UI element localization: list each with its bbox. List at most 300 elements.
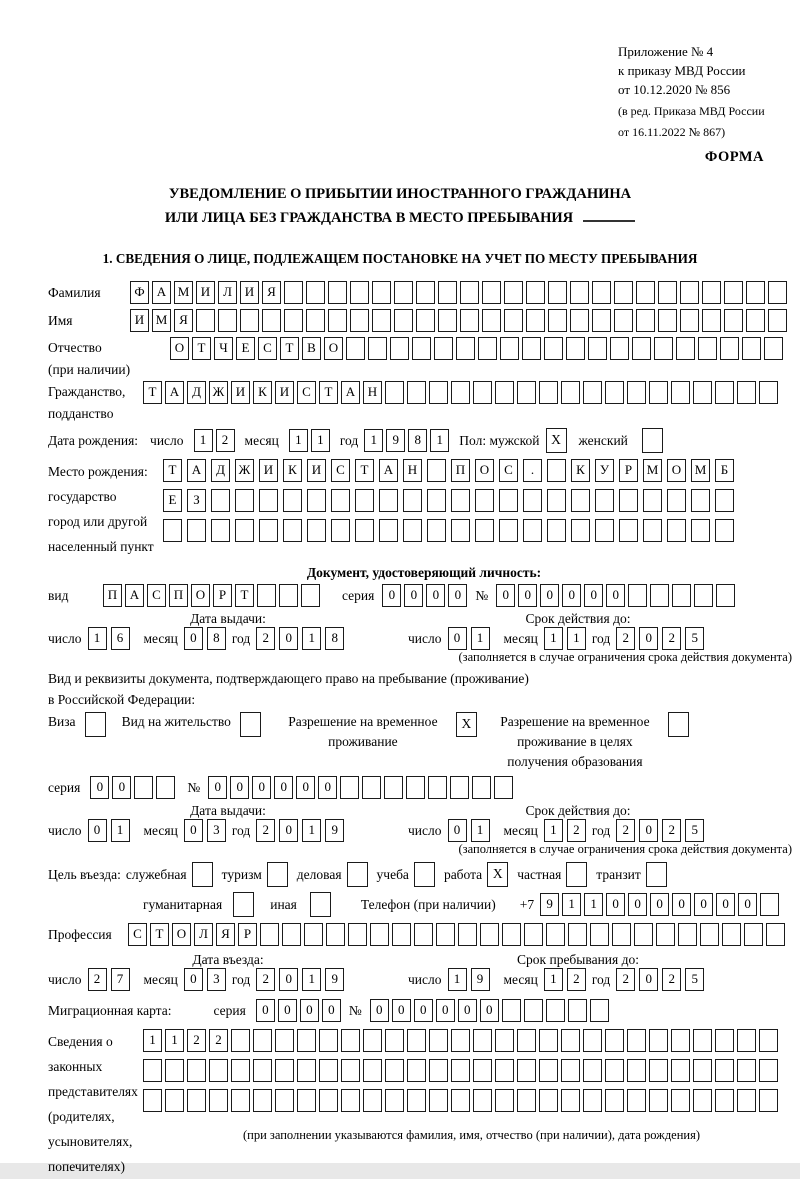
issue-year-cells[interactable] <box>256 627 344 650</box>
char-cell[interactable] <box>566 337 585 360</box>
char-cell[interactable] <box>434 337 453 360</box>
char-cell[interactable] <box>671 1089 690 1112</box>
char-cell[interactable]: 1 <box>302 968 321 991</box>
char-cell[interactable] <box>407 1089 426 1112</box>
char-cell[interactable] <box>546 999 565 1022</box>
char-cell[interactable] <box>737 1029 756 1052</box>
char-cell[interactable]: 1 <box>302 819 321 842</box>
char-cell[interactable]: С <box>128 923 147 946</box>
char-cell[interactable]: 2 <box>567 819 586 842</box>
char-cell[interactable] <box>340 776 359 799</box>
birth-place-cells-row1[interactable] <box>163 459 734 482</box>
char-cell[interactable]: 1 <box>302 627 321 650</box>
char-cell[interactable] <box>456 337 475 360</box>
char-cell[interactable] <box>253 1059 272 1082</box>
char-cell[interactable] <box>460 309 479 332</box>
char-cell[interactable] <box>390 337 409 360</box>
char-cell[interactable]: 0 <box>448 819 467 842</box>
char-cell[interactable]: 0 <box>300 999 319 1022</box>
char-cell[interactable] <box>416 309 435 332</box>
char-cell[interactable]: К <box>571 459 590 482</box>
char-cell[interactable] <box>494 776 513 799</box>
char-cell[interactable]: С <box>331 459 350 482</box>
temporary-residence-checkbox[interactable]: X <box>456 712 477 737</box>
char-cell[interactable] <box>649 1059 668 1082</box>
char-cell[interactable]: 0 <box>112 776 131 799</box>
char-cell[interactable]: 0 <box>584 584 603 607</box>
char-cell[interactable] <box>385 381 404 404</box>
char-cell[interactable] <box>341 1029 360 1052</box>
char-cell[interactable]: 8 <box>325 627 344 650</box>
char-cell[interactable]: О <box>172 923 191 946</box>
char-cell[interactable]: 2 <box>256 819 275 842</box>
char-cell[interactable] <box>539 1029 558 1052</box>
char-cell[interactable] <box>403 519 422 542</box>
char-cell[interactable] <box>583 1059 602 1082</box>
valid-month-cells[interactable] <box>544 627 586 650</box>
char-cell[interactable] <box>612 923 631 946</box>
char-cell[interactable] <box>482 309 501 332</box>
char-cell[interactable]: Б <box>715 459 734 482</box>
residence-issue-year-cells[interactable] <box>256 819 344 842</box>
char-cell[interactable] <box>715 519 734 542</box>
char-cell[interactable] <box>218 309 237 332</box>
char-cell[interactable] <box>319 1029 338 1052</box>
char-cell[interactable]: 1 <box>289 429 308 452</box>
char-cell[interactable] <box>495 1089 514 1112</box>
char-cell[interactable]: М <box>691 459 710 482</box>
char-cell[interactable] <box>571 489 590 512</box>
char-cell[interactable]: А <box>187 459 206 482</box>
char-cell[interactable] <box>595 519 614 542</box>
char-cell[interactable]: 0 <box>370 999 389 1022</box>
char-cell[interactable] <box>539 1059 558 1082</box>
char-cell[interactable] <box>495 381 514 404</box>
char-cell[interactable] <box>693 1089 712 1112</box>
char-cell[interactable]: Я <box>174 309 193 332</box>
char-cell[interactable] <box>414 923 433 946</box>
char-cell[interactable] <box>672 584 691 607</box>
char-cell[interactable] <box>517 381 536 404</box>
char-cell[interactable] <box>231 1059 250 1082</box>
char-cell[interactable]: 2 <box>662 819 681 842</box>
char-cell[interactable]: 2 <box>216 429 235 452</box>
char-cell[interactable] <box>656 923 675 946</box>
char-cell[interactable]: 0 <box>606 584 625 607</box>
char-cell[interactable] <box>592 309 611 332</box>
representatives-cells-row1[interactable] <box>143 1029 778 1052</box>
char-cell[interactable] <box>438 281 457 304</box>
char-cell[interactable]: 0 <box>672 893 691 916</box>
char-cell[interactable] <box>451 1029 470 1052</box>
char-cell[interactable] <box>680 309 699 332</box>
char-cell[interactable] <box>363 1059 382 1082</box>
char-cell[interactable] <box>583 1029 602 1052</box>
char-cell[interactable] <box>473 1029 492 1052</box>
char-cell[interactable] <box>163 519 182 542</box>
char-cell[interactable] <box>429 1059 448 1082</box>
char-cell[interactable]: 0 <box>382 584 401 607</box>
char-cell[interactable] <box>605 1059 624 1082</box>
char-cell[interactable] <box>548 309 567 332</box>
char-cell[interactable]: Н <box>363 381 382 404</box>
char-cell[interactable] <box>209 1089 228 1112</box>
char-cell[interactable]: С <box>297 381 316 404</box>
char-cell[interactable]: 0 <box>184 627 203 650</box>
migration-number-cells[interactable] <box>370 999 609 1022</box>
char-cell[interactable] <box>517 1089 536 1112</box>
char-cell[interactable] <box>355 489 374 512</box>
purpose-tourism-checkbox[interactable] <box>267 862 288 887</box>
char-cell[interactable] <box>473 1059 492 1082</box>
char-cell[interactable]: 9 <box>471 968 490 991</box>
birth-month-cells[interactable] <box>289 429 330 452</box>
char-cell[interactable] <box>451 1089 470 1112</box>
char-cell[interactable] <box>306 281 325 304</box>
char-cell[interactable] <box>526 309 545 332</box>
char-cell[interactable] <box>259 519 278 542</box>
char-cell[interactable] <box>742 337 761 360</box>
char-cell[interactable] <box>196 309 215 332</box>
char-cell[interactable] <box>480 923 499 946</box>
char-cell[interactable] <box>720 337 739 360</box>
char-cell[interactable]: Т <box>319 381 338 404</box>
char-cell[interactable] <box>737 1059 756 1082</box>
char-cell[interactable] <box>304 923 323 946</box>
char-cell[interactable] <box>627 1029 646 1052</box>
char-cell[interactable] <box>759 1059 778 1082</box>
char-cell[interactable] <box>605 1029 624 1052</box>
char-cell[interactable] <box>231 1029 250 1052</box>
char-cell[interactable] <box>605 381 624 404</box>
char-cell[interactable]: 1 <box>471 627 490 650</box>
char-cell[interactable] <box>658 281 677 304</box>
char-cell[interactable] <box>592 281 611 304</box>
char-cell[interactable] <box>416 281 435 304</box>
stay-year-cells[interactable] <box>616 968 704 991</box>
char-cell[interactable]: 0 <box>436 999 455 1022</box>
char-cell[interactable] <box>297 1029 316 1052</box>
char-cell[interactable]: Е <box>236 337 255 360</box>
purpose-work-checkbox[interactable]: X <box>487 862 508 887</box>
purpose-humanitarian-checkbox[interactable] <box>233 892 254 917</box>
char-cell[interactable] <box>524 923 543 946</box>
char-cell[interactable] <box>693 1059 712 1082</box>
entry-year-cells[interactable] <box>256 968 344 991</box>
char-cell[interactable] <box>385 1059 404 1082</box>
char-cell[interactable] <box>614 281 633 304</box>
char-cell[interactable] <box>187 1089 206 1112</box>
char-cell[interactable] <box>571 519 590 542</box>
char-cell[interactable]: Ж <box>209 381 228 404</box>
residence-permit-checkbox[interactable] <box>240 712 261 737</box>
char-cell[interactable]: И <box>130 309 149 332</box>
char-cell[interactable] <box>283 519 302 542</box>
char-cell[interactable] <box>605 1089 624 1112</box>
purpose-transit-checkbox[interactable] <box>646 862 667 887</box>
char-cell[interactable]: О <box>667 459 686 482</box>
char-cell[interactable]: Т <box>192 337 211 360</box>
char-cell[interactable] <box>363 1089 382 1112</box>
char-cell[interactable]: 8 <box>408 429 427 452</box>
char-cell[interactable]: 1 <box>430 429 449 452</box>
char-cell[interactable] <box>473 1089 492 1112</box>
char-cell[interactable] <box>209 1059 228 1082</box>
char-cell[interactable] <box>694 584 713 607</box>
char-cell[interactable]: 2 <box>567 968 586 991</box>
residence-series-cells[interactable] <box>90 776 175 799</box>
char-cell[interactable] <box>658 309 677 332</box>
char-cell[interactable] <box>475 489 494 512</box>
char-cell[interactable]: 0 <box>90 776 109 799</box>
char-cell[interactable] <box>500 337 519 360</box>
char-cell[interactable] <box>460 281 479 304</box>
char-cell[interactable] <box>143 1059 162 1082</box>
char-cell[interactable] <box>715 489 734 512</box>
char-cell[interactable]: 0 <box>184 968 203 991</box>
char-cell[interactable] <box>702 281 721 304</box>
char-cell[interactable] <box>698 337 717 360</box>
char-cell[interactable]: Ж <box>235 459 254 482</box>
char-cell[interactable]: 2 <box>616 819 635 842</box>
char-cell[interactable]: 1 <box>111 819 130 842</box>
char-cell[interactable]: 5 <box>685 968 704 991</box>
char-cell[interactable]: Т <box>355 459 374 482</box>
char-cell[interactable] <box>744 923 763 946</box>
char-cell[interactable] <box>165 1059 184 1082</box>
char-cell[interactable] <box>406 776 425 799</box>
char-cell[interactable] <box>450 776 469 799</box>
char-cell[interactable]: 0 <box>230 776 249 799</box>
char-cell[interactable]: Р <box>238 923 257 946</box>
char-cell[interactable] <box>634 923 653 946</box>
char-cell[interactable] <box>262 309 281 332</box>
char-cell[interactable]: Н <box>403 459 422 482</box>
char-cell[interactable] <box>283 489 302 512</box>
char-cell[interactable] <box>691 489 710 512</box>
char-cell[interactable]: Л <box>194 923 213 946</box>
char-cell[interactable]: 9 <box>540 893 559 916</box>
char-cell[interactable]: Я <box>262 281 281 304</box>
char-cell[interactable]: 0 <box>88 819 107 842</box>
purpose-business-checkbox[interactable] <box>347 862 368 887</box>
char-cell[interactable] <box>451 1059 470 1082</box>
char-cell[interactable]: 2 <box>187 1029 206 1052</box>
char-cell[interactable] <box>301 584 320 607</box>
char-cell[interactable]: А <box>341 381 360 404</box>
char-cell[interactable]: 0 <box>279 627 298 650</box>
purpose-study-checkbox[interactable] <box>414 862 435 887</box>
char-cell[interactable] <box>275 1089 294 1112</box>
char-cell[interactable]: 7 <box>111 968 130 991</box>
char-cell[interactable] <box>766 923 785 946</box>
char-cell[interactable] <box>319 1059 338 1082</box>
char-cell[interactable]: 1 <box>311 429 330 452</box>
citizenship-cells[interactable] <box>143 381 778 404</box>
char-cell[interactable]: 9 <box>325 968 344 991</box>
char-cell[interactable]: А <box>125 584 144 607</box>
char-cell[interactable] <box>715 1089 734 1112</box>
char-cell[interactable] <box>438 309 457 332</box>
char-cell[interactable] <box>636 281 655 304</box>
char-cell[interactable] <box>429 381 448 404</box>
char-cell[interactable] <box>436 923 455 946</box>
char-cell[interactable] <box>253 1089 272 1112</box>
char-cell[interactable]: Т <box>150 923 169 946</box>
doc-kind-cells[interactable] <box>103 584 320 607</box>
char-cell[interactable]: О <box>324 337 343 360</box>
char-cell[interactable] <box>253 1029 272 1052</box>
char-cell[interactable] <box>429 1029 448 1052</box>
char-cell[interactable]: С <box>147 584 166 607</box>
char-cell[interactable] <box>667 489 686 512</box>
patronymic-cells[interactable] <box>170 337 783 360</box>
char-cell[interactable] <box>407 1029 426 1052</box>
char-cell[interactable]: 0 <box>322 999 341 1022</box>
char-cell[interactable] <box>570 281 589 304</box>
char-cell[interactable] <box>724 309 743 332</box>
char-cell[interactable] <box>547 519 566 542</box>
char-cell[interactable] <box>187 1059 206 1082</box>
birth-place-cells-row2[interactable] <box>163 489 734 512</box>
char-cell[interactable] <box>764 337 783 360</box>
purpose-private-checkbox[interactable] <box>566 862 587 887</box>
birth-place-cells-row3[interactable] <box>163 519 734 542</box>
char-cell[interactable]: 0 <box>694 893 713 916</box>
char-cell[interactable] <box>134 776 153 799</box>
char-cell[interactable] <box>546 923 565 946</box>
char-cell[interactable]: 0 <box>392 999 411 1022</box>
char-cell[interactable]: 1 <box>448 968 467 991</box>
char-cell[interactable] <box>394 309 413 332</box>
char-cell[interactable] <box>768 309 787 332</box>
char-cell[interactable]: М <box>152 309 171 332</box>
char-cell[interactable] <box>614 309 633 332</box>
char-cell[interactable] <box>427 489 446 512</box>
char-cell[interactable]: У <box>595 459 614 482</box>
char-cell[interactable]: 2 <box>662 968 681 991</box>
issue-month-cells[interactable] <box>184 627 226 650</box>
char-cell[interactable] <box>583 1089 602 1112</box>
char-cell[interactable] <box>211 519 230 542</box>
char-cell[interactable] <box>526 281 545 304</box>
char-cell[interactable] <box>346 337 365 360</box>
char-cell[interactable]: 3 <box>207 968 226 991</box>
char-cell[interactable]: 0 <box>252 776 271 799</box>
char-cell[interactable]: 1 <box>165 1029 184 1052</box>
char-cell[interactable]: Т <box>143 381 162 404</box>
char-cell[interactable]: И <box>196 281 215 304</box>
char-cell[interactable]: 1 <box>143 1029 162 1052</box>
char-cell[interactable]: А <box>379 459 398 482</box>
char-cell[interactable] <box>671 381 690 404</box>
char-cell[interactable] <box>231 1089 250 1112</box>
char-cell[interactable]: И <box>240 281 259 304</box>
char-cell[interactable] <box>235 489 254 512</box>
char-cell[interactable] <box>307 519 326 542</box>
char-cell[interactable]: 1 <box>88 627 107 650</box>
residence-issue-day-cells[interactable] <box>88 819 130 842</box>
char-cell[interactable]: И <box>259 459 278 482</box>
char-cell[interactable] <box>350 309 369 332</box>
char-cell[interactable]: О <box>475 459 494 482</box>
doc-number-cells[interactable] <box>496 584 735 607</box>
char-cell[interactable] <box>297 1089 316 1112</box>
char-cell[interactable] <box>759 381 778 404</box>
char-cell[interactable] <box>619 489 638 512</box>
char-cell[interactable]: 0 <box>606 893 625 916</box>
char-cell[interactable] <box>517 1029 536 1052</box>
valid-day-cells[interactable] <box>448 627 490 650</box>
char-cell[interactable]: 0 <box>458 999 477 1022</box>
char-cell[interactable]: 1 <box>544 968 563 991</box>
char-cell[interactable]: 2 <box>256 968 275 991</box>
char-cell[interactable]: Ч <box>214 337 233 360</box>
char-cell[interactable]: Т <box>163 459 182 482</box>
char-cell[interactable] <box>143 1089 162 1112</box>
char-cell[interactable]: С <box>499 459 518 482</box>
char-cell[interactable] <box>523 519 542 542</box>
char-cell[interactable] <box>502 923 521 946</box>
temporary-residence-education-checkbox[interactable] <box>668 712 689 737</box>
char-cell[interactable] <box>372 309 391 332</box>
char-cell[interactable] <box>284 281 303 304</box>
birth-year-cells[interactable] <box>364 429 449 452</box>
char-cell[interactable]: П <box>169 584 188 607</box>
char-cell[interactable] <box>156 776 175 799</box>
char-cell[interactable] <box>700 923 719 946</box>
char-cell[interactable] <box>547 489 566 512</box>
char-cell[interactable]: Т <box>235 584 254 607</box>
given-name-cells[interactable] <box>130 309 787 332</box>
char-cell[interactable]: Д <box>187 381 206 404</box>
char-cell[interactable] <box>760 893 779 916</box>
residence-valid-day-cells[interactable] <box>448 819 490 842</box>
char-cell[interactable] <box>583 381 602 404</box>
char-cell[interactable] <box>523 489 542 512</box>
char-cell[interactable]: Ф <box>130 281 149 304</box>
char-cell[interactable] <box>319 1089 338 1112</box>
char-cell[interactable] <box>331 489 350 512</box>
char-cell[interactable] <box>331 519 350 542</box>
char-cell[interactable] <box>568 999 587 1022</box>
char-cell[interactable] <box>649 381 668 404</box>
char-cell[interactable]: З <box>187 489 206 512</box>
char-cell[interactable] <box>368 337 387 360</box>
char-cell[interactable] <box>619 519 638 542</box>
char-cell[interactable] <box>451 381 470 404</box>
char-cell[interactable] <box>650 584 669 607</box>
representatives-cells-row2[interactable] <box>143 1059 778 1082</box>
char-cell[interactable] <box>678 923 697 946</box>
char-cell[interactable]: 2 <box>88 968 107 991</box>
char-cell[interactable]: Л <box>218 281 237 304</box>
entry-month-cells[interactable] <box>184 968 226 991</box>
char-cell[interactable]: К <box>283 459 302 482</box>
char-cell[interactable] <box>211 489 230 512</box>
char-cell[interactable] <box>394 281 413 304</box>
char-cell[interactable] <box>590 923 609 946</box>
char-cell[interactable] <box>458 923 477 946</box>
char-cell[interactable] <box>259 489 278 512</box>
char-cell[interactable] <box>341 1059 360 1082</box>
char-cell[interactable] <box>284 309 303 332</box>
char-cell[interactable] <box>715 1059 734 1082</box>
representatives-cells-row3[interactable] <box>143 1089 778 1112</box>
char-cell[interactable] <box>654 337 673 360</box>
char-cell[interactable] <box>495 1029 514 1052</box>
char-cell[interactable] <box>341 1089 360 1112</box>
